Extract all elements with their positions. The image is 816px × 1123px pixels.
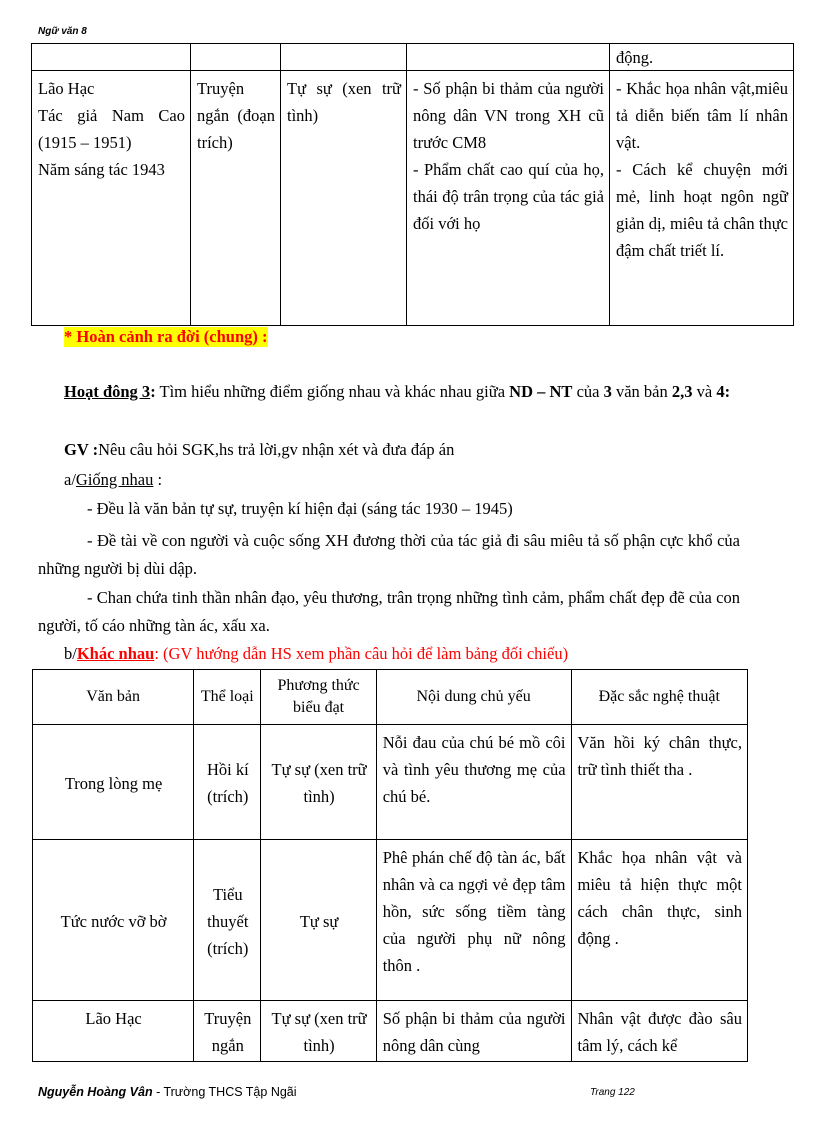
comparison-table: [32, 669, 748, 1062]
table-row: [32, 71, 794, 326]
activity-heading: Hoạt đông 3: Tìm hiểu những điểm giống nhau và khác nhau giữa ND – NT của 3 văn bản 2,3 và 4:: [64, 382, 731, 401]
art-item: - Khắc họa nhân vật,miêu tả diễn biến tâm lí nhân vật.: [616, 79, 788, 152]
work-year: Năm sáng tác 1943: [38, 160, 165, 179]
table-header-row: [33, 670, 748, 725]
content-cell: [407, 71, 610, 326]
context-heading: * Hoàn cảnh ra đời (chung) :: [64, 327, 268, 346]
footer-author: Nguyễn Hoàng Vân: [38, 1085, 153, 1099]
similar-item: - Đề tài về con người và cuộc sống XH đương thời của tác giả đi sâu miêu tả số phận cực khổ của những người bị dùi dập.: [38, 531, 740, 578]
method-cell: Tự sự (xen trữ tình): [261, 725, 376, 840]
work-title: Trong lòng mẹ: [33, 725, 194, 840]
footer-school: - Trường THCS Tập Ngãi: [152, 1085, 297, 1099]
content-item: - Số phận bi thảm của người nông dân VN trong XH cũ trước CM8: [413, 79, 604, 152]
gv-instruction: GV :Nêu câu hỏi SGK,hs trả lời,gv nhận xét và đưa đáp án: [64, 440, 455, 459]
genre-cell: Tiểu thuyết (trích): [194, 840, 261, 1001]
summary-table-continued: [31, 43, 794, 326]
page-number: Trang 122: [590, 1087, 635, 1098]
genre-cell: Truyện ngắn: [194, 1001, 261, 1062]
art-cell: Văn hồi ký chân thực, trữ tình thiết tha .: [571, 725, 747, 840]
page-footer: [38, 1085, 297, 1099]
column-header: Đặc sắc nghệ thuật: [571, 670, 747, 725]
art-item: - Cách kể chuyện mới mẻ, linh hoạt ngôn ngữ giản dị, miêu tả chân thực đậm chất triết lí.: [616, 160, 788, 260]
table-row: [33, 1001, 748, 1062]
table-row: [33, 840, 748, 1001]
work-info-cell: [32, 71, 191, 326]
work-title: Tức nước vỡ bờ: [33, 840, 194, 1001]
column-header: Văn bản: [33, 670, 194, 725]
genre-cell: Hồi kí (trích): [194, 725, 261, 840]
work-title: Lão Hạc: [33, 1001, 194, 1062]
content-cell: Nỗi đau của chú bé mồ côi và tình yêu thương mẹ của chú bé.: [376, 725, 571, 840]
content-cell: Phê phán chế độ tàn ác, bất nhân và ca ngợi vẻ đẹp tâm hồn, sức sống tiềm tàng của người phụ nữ nông thôn .: [376, 840, 571, 1001]
art-cell: [610, 71, 794, 326]
table-row: [33, 725, 748, 840]
work-title: Lão Hạc: [38, 79, 95, 98]
method-cell: Tự sự: [261, 840, 376, 1001]
art-cell: Khắc họa nhân vật và miêu tả hiện thực một cách chân thực, sinh động .: [571, 840, 747, 1001]
genre-cell: Truyện ngắn (đoạn trích): [191, 71, 281, 326]
art-cell: Nhân vật được đào sâu tâm lý, cách kể: [571, 1001, 747, 1062]
column-header: Thể loại: [194, 670, 261, 725]
method-cell: Tự sự (xen trữ tình): [281, 71, 407, 326]
page-header: Ngữ văn 8: [38, 26, 87, 37]
method-cell: Tự sự (xen trữ tình): [261, 1001, 376, 1062]
different-heading: b/Khác nhau: (GV hướng dẫn HS xem phần câu hỏi để làm bảng đối chiếu): [64, 644, 569, 663]
column-header: Nội dung chủ yếu: [376, 670, 571, 725]
content-item: - Phẩm chất cao quí của họ, thái độ trân trọng của tác giả đối với họ: [413, 160, 604, 233]
work-author: Tác giả Nam Cao (1915 – 1951): [38, 106, 185, 152]
similar-item: - Đều là văn bản tự sự, truyện kí hiện đại (sáng tác 1930 – 1945): [87, 499, 513, 518]
similar-item: - Chan chứa tinh thần nhân đạo, yêu thương, trân trọng những tình cảm, phẩm chất đẹp đẽ của con người, tố cáo những tàn ác, xấu xa.: [38, 588, 740, 635]
column-header: Phương thức biểu đạt: [261, 670, 376, 725]
similar-heading: a/Giống nhau :: [64, 470, 163, 489]
continued-cell: động.: [610, 44, 794, 71]
table-row: [32, 44, 794, 71]
content-cell: Số phận bi thảm của người nông dân cùng: [376, 1001, 571, 1062]
